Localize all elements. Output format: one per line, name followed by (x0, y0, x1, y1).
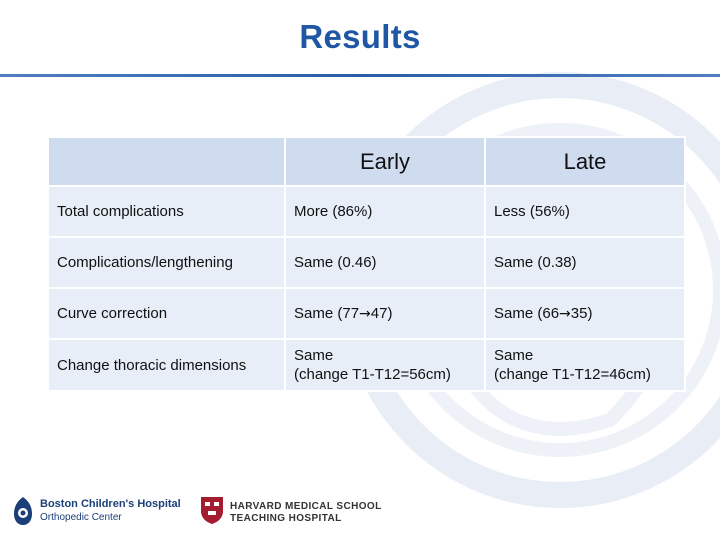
hms-name: HARVARD MEDICAL SCHOOL (230, 501, 382, 512)
early-line-1: Same (294, 347, 334, 364)
late-cell: Same (0.38) (485, 237, 685, 288)
late-from-text: Same (66 (494, 304, 560, 322)
results-table (47, 136, 686, 392)
table-row (48, 237, 685, 288)
bch-name: Boston Children's Hospital (40, 498, 181, 510)
early-to-text: 47) (370, 304, 393, 322)
early-cell (285, 288, 485, 339)
header-cell-late: Late (485, 137, 685, 186)
early-cell: Same (0.46) (285, 237, 485, 288)
bch-mark-icon (12, 496, 34, 526)
bch-logo (12, 496, 192, 526)
table-row (48, 288, 685, 339)
header-cell-early: Early (285, 137, 485, 186)
row-label: Change thoracic dimensions (48, 339, 285, 391)
hms-logo (200, 496, 390, 526)
harvard-shield-icon (200, 496, 224, 525)
table-row (48, 186, 685, 237)
early-cell: More (86%) (285, 186, 485, 237)
table-row (48, 339, 685, 391)
header-cell-empty (48, 137, 285, 186)
row-label: Total complications (48, 186, 285, 237)
hms-subtitle: TEACHING HOSPITAL (230, 513, 342, 524)
late-cell: Less (56%) (485, 186, 685, 237)
late-to-text: 35) (570, 304, 593, 322)
early-line-2: (change T1-T12=56cm) (294, 366, 451, 383)
late-cell (485, 288, 685, 339)
table-header-row (48, 137, 685, 186)
late-cell (485, 339, 685, 391)
early-from-text: Same (77 (294, 304, 360, 322)
late-line-1: Same (494, 347, 534, 364)
late-line-2: (change T1-T12=46cm) (494, 366, 651, 383)
right-arrow-icon: → (559, 305, 571, 322)
row-label: Complications/lengthening (48, 237, 285, 288)
title-divider (0, 74, 720, 77)
bch-subtitle: Orthopedic Center (40, 512, 122, 523)
row-label: Curve correction (48, 288, 285, 339)
right-arrow-icon: → (359, 305, 371, 322)
early-cell (285, 339, 485, 391)
page-title: Results (299, 18, 421, 55)
